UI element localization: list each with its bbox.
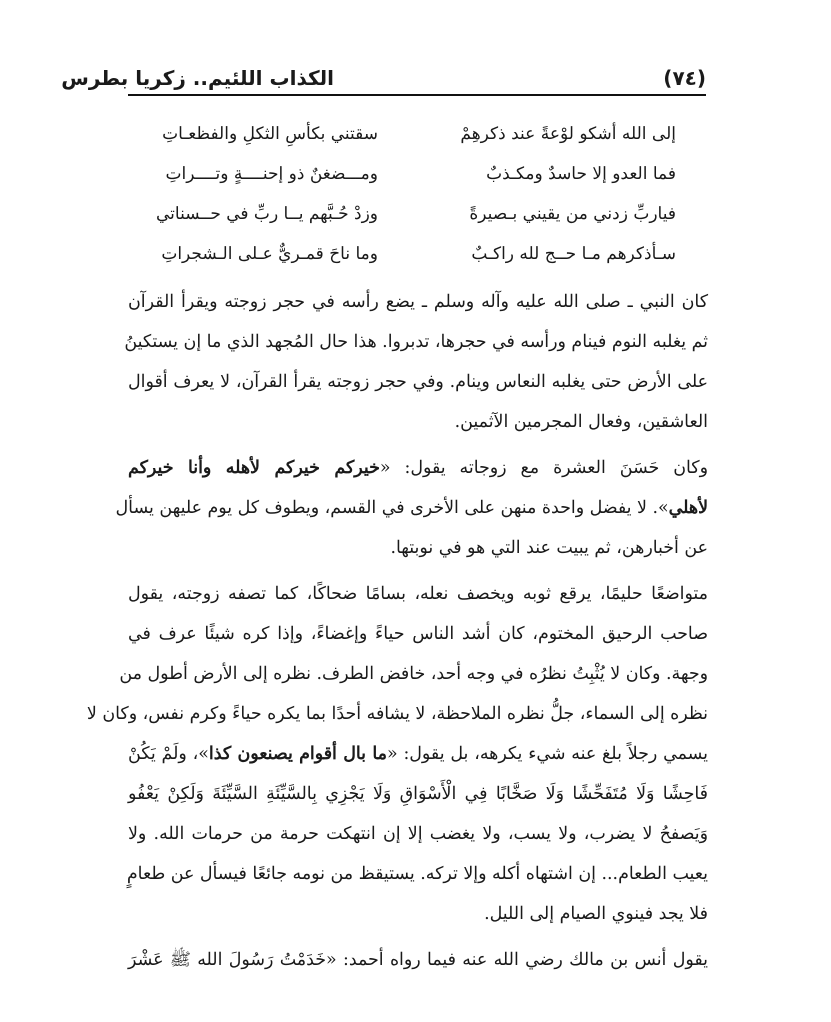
- poem-verse: [160, 158, 676, 198]
- text-line: [86, 694, 708, 734]
- poem-verse: [155, 198, 676, 238]
- text-segment: وكان حَسَنَ العشرة مع زوجاته يقول: «: [379, 458, 708, 478]
- verse-first-hemistich: فياربِّ زدني من يقيني بـصيرةً: [469, 204, 676, 224]
- running-title: الكذاب اللئيم.. زكريا بطرس: [61, 66, 334, 90]
- text-line: [128, 894, 708, 934]
- text-line: [115, 488, 708, 528]
- verse-second-hemistich: ومـــضغنٌ ذو إحنــــةٍ وتــــراتِ: [165, 164, 378, 184]
- verse-second-hemistich: وما ناحَ قمـريٌّ عـلى الـشجراتِ: [161, 244, 378, 264]
- text-line: [128, 362, 708, 402]
- verse-first-hemistich: فما العدو إلا حاسدٌ ومكـذبٌ: [486, 164, 676, 184]
- verse-second-hemistich: وزدْ حُـبَّهم يــا ربِّ في حــسناتي: [155, 204, 378, 224]
- text-segment: متواضعًا حليمًا، يرقع ثوبه ويخصف نعله، بسامًا ضحاكًا، كما تصفه زوجته، يقول: [128, 584, 708, 604]
- text-segment: عن أخبارهن، ثم يبيت عند التي هو في نوبتها.: [390, 538, 708, 558]
- text-line: [128, 734, 708, 774]
- poem-verse: [160, 118, 676, 158]
- text-line: [128, 528, 708, 568]
- page-number: (٧٤): [663, 66, 706, 90]
- text-segment: فلا يجد فينوي الصيام إلى الليل.: [484, 904, 708, 924]
- running-header: [61, 66, 706, 98]
- header-rule: [128, 94, 706, 96]
- verse-first-hemistich: سـأذكرهم مـا حــج لله راكـبٌ: [471, 244, 676, 264]
- text-segment: فَاحِشًا وَلَا مُتَفَحِّشًا وَلَا صَخَّابًا فِي الْأَسْوَاقِ وَلَا يَجْزِي بِالسَّيِّئَةِ السَّيِّئَةَ وَلَكِنْ يَعْفُو: [128, 784, 708, 804]
- body-text: [86, 282, 708, 980]
- text-segment: »، ولَمْ يَكُنْ: [128, 744, 209, 764]
- text-line: [128, 574, 708, 614]
- text-segment: على الأرض حتى يغلبه النعاس وينام. وفي حجر زوجته يقرأ القرآن، لا يعرف أقوال: [128, 372, 708, 392]
- text-segment: يسمي رجلاً بلغ عنه شيء يكرهه، بل يقول: «: [386, 744, 708, 764]
- text-line: [128, 774, 708, 814]
- verse-first-hemistich: إلى الله أشكو لوْعةً عند ذكرهِمْ: [460, 124, 676, 144]
- text-line: [128, 448, 708, 488]
- text-segment: يقول أنس بن مالك رضي الله عنه فيما رواه أحمد: «خَدَمْتُ رَسُولَ الله ﷺ عَشْرَ: [128, 950, 708, 970]
- text-line: [128, 402, 708, 442]
- text-segment: صاحب الرحيق المختوم، كان أشد الناس حياءً وإغضاءً، وإذا كره شيئًا عرف في: [128, 624, 708, 644]
- hadith-quote: خيركم خيركم لأهله وأنا خيركم: [128, 458, 380, 478]
- hadith-quote: لأهلي: [668, 498, 708, 518]
- text-segment: وجهة. وكان لا يُثْبِتُ نظرُه في وجه أحد، خافض الطرف. نظره إلى الأرض أطول من: [119, 664, 708, 684]
- poem-verse: [160, 238, 676, 278]
- text-segment: ثم يغلبه النوم فينام ورأسه في حجرها، تدبروا. هذا حال المُجهد الذي ما إن يستكينُ: [124, 332, 708, 352]
- verse-second-hemistich: سقتني بكأسِ الثكلِ والفظعـاتِ: [162, 124, 378, 144]
- text-line: [128, 282, 708, 322]
- text-line: [128, 614, 708, 654]
- poem: [155, 118, 676, 278]
- text-segment: كان النبي ـ صلى الله عليه وآله وسلم ـ يضع رأسه في حجر زوجته ويقرأ القرآن: [128, 292, 708, 312]
- text-segment: نظره إلى السماء، جلُّ نظره الملاحظة، لا يشافه أحدًا بما يكره حياءً وكرم نفس، وكان لا: [86, 704, 708, 724]
- hadith-quote: ما بال أقوام يصنعون كذا: [208, 744, 387, 764]
- text-segment: يعيب الطعام... إن اشتهاه أكله وإلا تركه. يستيقظ من نومه جائعًا فيسأل عن طعامٍ: [126, 864, 708, 884]
- text-line: [128, 814, 708, 854]
- text-segment: ». لا يفضل واحدة منهن على الأخرى في القسم، ويطوف كل يوم عليهن يسأل: [115, 498, 669, 518]
- text-segment: وَيَصفحُ لا يضرب، ولا يسب، ولا يغضب إلا إن انتهكت حرمة من حرمات الله. ولا: [128, 824, 708, 844]
- text-segment: العاشقين، وفعال المجرمين الآثمين.: [454, 412, 708, 432]
- text-line: [119, 654, 708, 694]
- text-line: [128, 854, 708, 894]
- text-line: [128, 940, 708, 980]
- text-line: [124, 322, 708, 362]
